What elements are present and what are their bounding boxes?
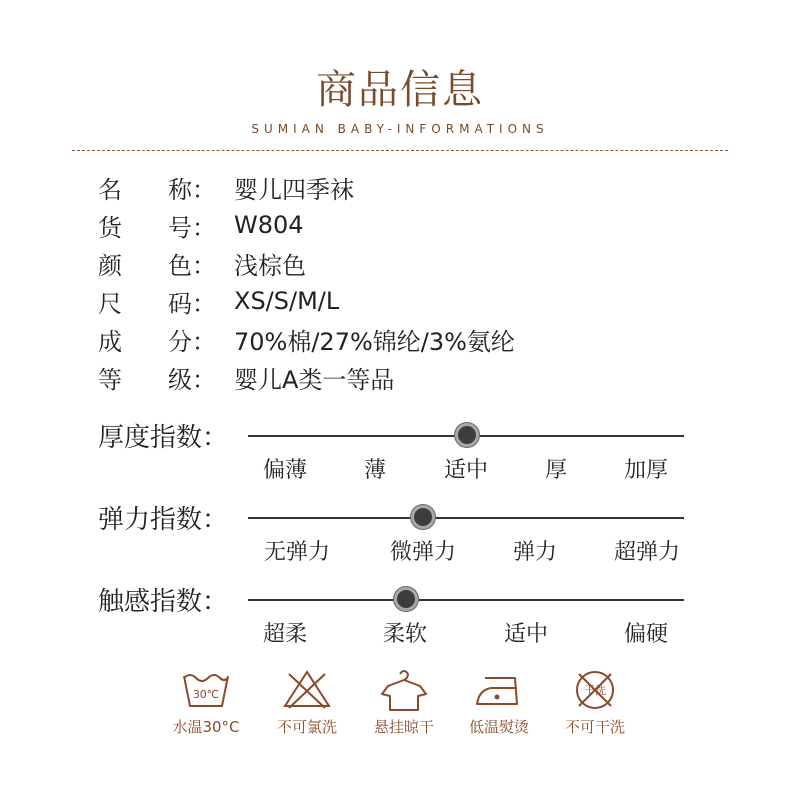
scale-indicator (411, 505, 435, 529)
label-char: 尺 (98, 289, 122, 318)
info-value: XS/S/M/L (234, 287, 340, 315)
hang-dry-icon (378, 668, 430, 712)
dashed-divider (72, 150, 728, 151)
scale-option: 适中 (443, 458, 489, 483)
info-label (98, 170, 216, 205)
info-label (98, 360, 216, 395)
care-label: 不可干洗 (564, 718, 625, 736)
no-dry-clean-icon (569, 668, 621, 712)
scale-indicator (455, 423, 479, 447)
info-row-material (98, 320, 515, 358)
info-value: 婴儿A类一等品 (234, 365, 395, 394)
info-value: 浅棕色 (234, 251, 306, 280)
label-char: 分： (168, 327, 216, 356)
scale-option: 适中 (503, 622, 549, 647)
wash-30-icon (180, 668, 232, 712)
care-no-bleach (262, 668, 352, 737)
scale-indicator (394, 587, 418, 611)
care-no-dry-clean (550, 668, 640, 737)
label-char: 色： (168, 251, 216, 280)
scale-option: 薄 (363, 458, 387, 483)
scale-track (248, 599, 684, 601)
label-char: 码： (168, 289, 216, 318)
care-label: 悬挂晾干 (373, 718, 434, 736)
care-label: 水温30°C (172, 718, 240, 736)
product-info-list (98, 168, 515, 396)
no-bleach-icon (281, 668, 333, 712)
scale-option: 超弹力 (613, 540, 681, 565)
care-label: 不可氯洗 (276, 718, 337, 736)
info-label (98, 284, 216, 319)
label-char: 货 (98, 213, 122, 242)
label-char: 称： (168, 175, 216, 204)
info-value: 婴儿四季袜 (234, 175, 354, 204)
scale-option: 加厚 (623, 458, 669, 483)
info-label (98, 208, 216, 243)
label-char: 成 (98, 327, 122, 356)
scale-title: 厚度指数： (98, 423, 229, 453)
label-char: 级： (168, 365, 216, 394)
scale-option: 偏硬 (623, 622, 669, 647)
label-char: 颜 (98, 251, 122, 280)
scale-option: 无弹力 (263, 540, 331, 565)
scale-option: 厚 (544, 458, 568, 483)
info-row-grade (98, 358, 515, 396)
scale-option: 超柔 (262, 622, 308, 647)
label-char: 号： (168, 213, 216, 242)
info-row-color (98, 244, 515, 282)
page-title: 商品信息 (316, 67, 484, 113)
info-value: W804 (234, 211, 304, 239)
scale-option: 微弹力 (389, 540, 457, 565)
label-char: 等 (98, 365, 122, 394)
dry-clean-badge: 干洗 (584, 684, 606, 697)
info-label (98, 246, 216, 281)
info-row-name (98, 168, 515, 206)
scale-track (248, 517, 684, 519)
low-iron-icon (473, 668, 525, 712)
label-char: 名 (98, 175, 122, 204)
page-subtitle: SUMIAN BABY-INFORMATIONS (251, 122, 549, 136)
scale-option: 弹力 (512, 540, 558, 565)
info-row-sku (98, 206, 515, 244)
scale-option: 柔软 (382, 622, 428, 647)
care-hang-dry (359, 668, 449, 737)
care-label: 低温熨烫 (468, 718, 529, 736)
care-iron (454, 668, 544, 737)
scale-title: 弹力指数： (98, 505, 229, 535)
scale-option: 偏薄 (262, 458, 308, 483)
scale-title: 触感指数： (98, 587, 229, 617)
info-row-size (98, 282, 515, 320)
wash-badge: 30℃ (192, 688, 220, 701)
info-label (98, 322, 216, 357)
info-value: 70%棉/27%锦纶/3%氨纶 (234, 327, 515, 356)
care-wash (161, 668, 251, 737)
